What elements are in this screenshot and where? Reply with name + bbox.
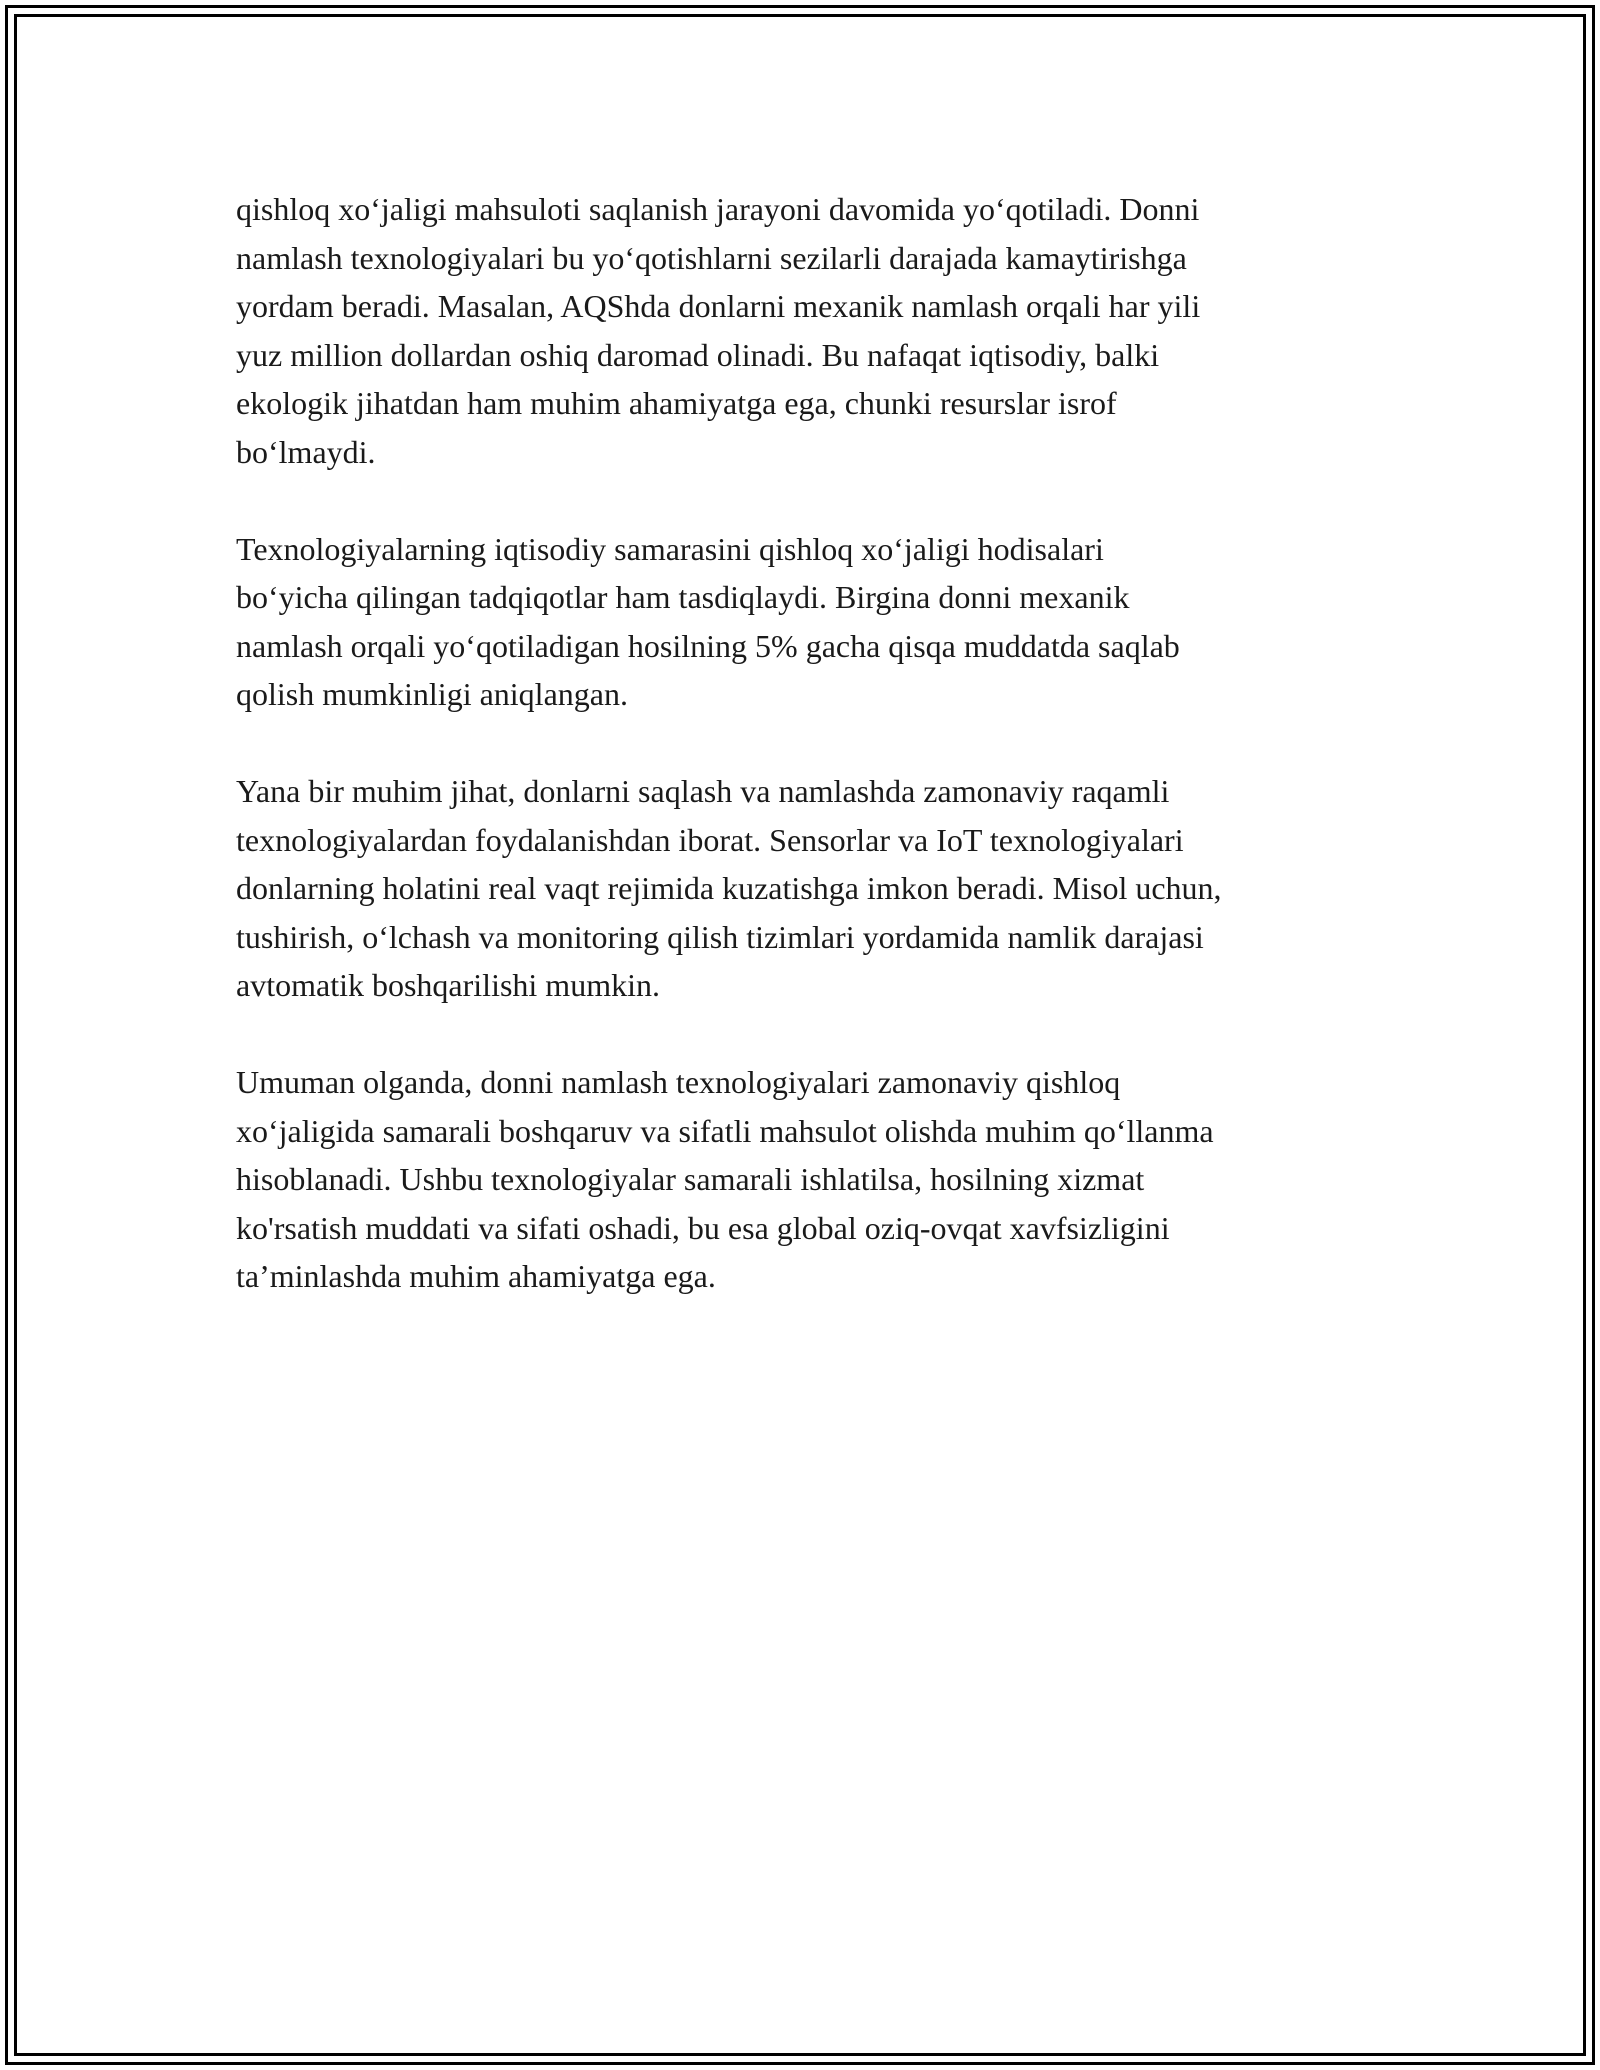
text-line: ko'rsatish muddati va sifati oshadi, bu esa global oziq-ovqat xavfsizligini [236,1209,1170,1246]
text-line: namlash texnologiyalari bu yo‘qotishlarni sezilarli darajada kamaytirishga [236,239,1187,276]
text-line: ta’minlashda muhim ahamiyatga ega. [236,1258,716,1294]
text-line: donlarning holatini real vaqt rejimida kuzatishga imkon beradi. Misol uchun, [236,870,1222,906]
text-line: texnologiyalardan foydalanishdan iborat. Sensorlar va IoT texnologiyalari [236,821,1184,858]
text-line: qishloq xo‘jaligi mahsuloti saqlanish jarayoni davomida yo‘qotiladi. Donni [236,191,1200,227]
text-line: tushirish, o‘lchash va monitoring qilish tizimlari yordamida namlik darajasi [236,918,1204,955]
document-body [236,185,1376,1349]
paragraph-2 [236,525,1376,719]
text-line: yuz million dollardan oshiq daromad olinadi. Bu nafaqat iqtisodiy, balki [236,336,1160,373]
text-line: bo‘lmaydi. [236,433,376,470]
text-line: avtomatik boshqarilishi mumkin. [236,967,660,1003]
text-line: Umuman olganda, donni namlash texnologiyalari zamonaviy qishloq [236,1064,1121,1100]
text-line: xo‘jaligida samarali boshqaruv va sifatli mahsulot olishda muhim qo‘llanma [236,1112,1214,1149]
text-line: namlash orqali yo‘qotiladigan hosilning 5% gacha qisqa muddatda saqlab [236,627,1180,664]
text-line: Yana bir muhim jihat, donlarni saqlash va namlashda zamonaviy raqamli [236,773,1170,809]
text-line: bo‘yicha qilingan tadqiqotlar ham tasdiqlaydi. Birgina donni mexanik [236,579,1130,615]
paragraph-3 [236,767,1376,1010]
text-line: Texnologiyalarning iqtisodiy samarasini qishloq xo‘jaligi hodisalari [236,530,1104,567]
text-line: hisoblanadi. Ushbu texnologiyalar samarali ishlatilsa, hosilning xizmat [236,1161,1145,1197]
text-line: yordam beradi. Masalan, AQShda donlarni mexanik namlash orqali har yili [236,288,1201,324]
paragraph-4 [236,1058,1376,1301]
text-line: qolish mumkinligi aniqlangan. [236,676,628,712]
paragraph-1 [236,185,1376,476]
text-line: ekologik jihatdan ham muhim ahamiyatga ega, chunki resurslar isrof [236,385,1117,421]
